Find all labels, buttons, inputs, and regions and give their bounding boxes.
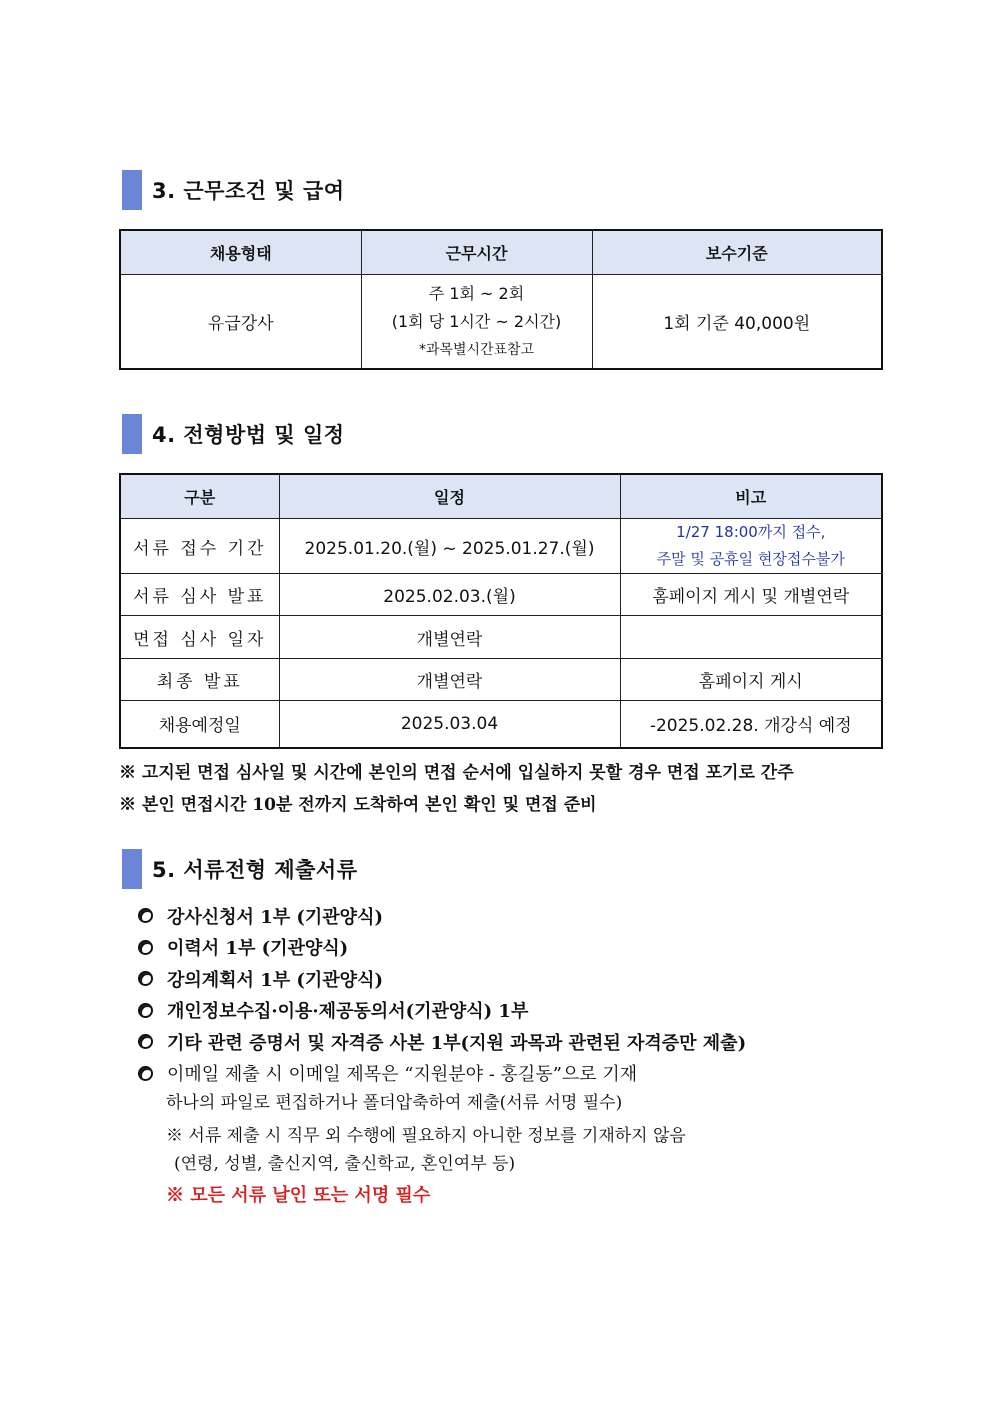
list-item (138, 963, 746, 995)
row-label: 면접 심사 일자 (120, 616, 279, 659)
row-label: 서류 접수 기간 (120, 519, 279, 574)
note-line2: 주말 및 공휴일 현장접수불가 (656, 550, 845, 568)
section5-heading (122, 849, 358, 889)
item-text: 강의계획서 1부 (기관양식) (167, 969, 383, 991)
item-text: 기타 관련 증명서 및 자격증 사본 1부(지원 과목과 관련된 자격증만 제출) (167, 1032, 747, 1054)
schedule-table (119, 473, 883, 749)
row-note: -2025.02.28. 개강식 예정 (620, 701, 882, 748)
row-label: 서류 심사 발표 (120, 574, 279, 616)
employment-type: 유급강사 (120, 275, 361, 370)
list-item (138, 900, 746, 932)
circle-bullet-icon (138, 1003, 153, 1018)
list-item (138, 995, 746, 1027)
hours-line2: (1회 당 1시간 ~ 2시간) (391, 311, 562, 331)
circle-bullet-icon (138, 1034, 153, 1049)
hours-note: *과목별시간표참고 (418, 341, 535, 358)
row-note: 홈페이지 게시 (620, 659, 882, 701)
section3-heading (122, 170, 345, 210)
section-bar (122, 414, 142, 454)
section5-title: 5. 서류전형 제출서류 (152, 858, 358, 882)
row-label: 채용예정일 (120, 701, 279, 748)
list-item (138, 1058, 746, 1090)
notice-absence: ※ 고지된 면접 심사일 및 시간에 본인의 면접 순서에 입실하지 못할 경우 면접 포기로 간주 (119, 763, 794, 783)
section3-title: 3. 근무조건 및 급여 (152, 179, 345, 203)
list-item (138, 932, 746, 964)
table-header-row (120, 474, 882, 519)
circle-bullet-icon (138, 940, 153, 955)
circle-bullet-icon (138, 1066, 153, 1081)
required-documents-list (138, 900, 746, 1089)
table-row (120, 659, 882, 701)
circle-bullet-icon (138, 908, 153, 923)
list-item (138, 1026, 746, 1058)
work-conditions-table (119, 229, 883, 370)
item-text: 강사신청서 1부 (기관양식) (167, 906, 383, 928)
notice-arrival: ※ 본인 면접시간 10분 전까지 도착하여 본인 확인 및 면접 준비 (119, 795, 597, 815)
row-date: 2025.03.04 (279, 701, 620, 748)
table-row (120, 574, 882, 616)
table-row (120, 519, 882, 574)
signature-note: ※ 모든 서류 날인 또는 서명 필수 (166, 1185, 431, 1206)
header-remarks: 비고 (620, 474, 882, 519)
item-text: 이메일 제출 시 이메일 제목은 “지원분야 - 홍길동”으로 기재 (167, 1064, 638, 1086)
row-date: 개별연락 (279, 616, 620, 659)
pay-basis: 1회 기준 40,000원 (592, 275, 882, 370)
hours-line1: 주 1회 ~ 2회 (428, 283, 525, 303)
table-header-row (120, 230, 882, 275)
row-date: 2025.02.03.(월) (279, 574, 620, 616)
row-note (620, 616, 882, 659)
header-category: 구분 (120, 474, 279, 519)
header-schedule: 일정 (279, 474, 620, 519)
row-date: 2025.01.20.(월) ~ 2025.01.27.(월) (279, 519, 620, 574)
item-text: 이력서 1부 (기관양식) (167, 938, 349, 960)
row-note (620, 519, 882, 574)
interview-notices (119, 757, 794, 821)
header-pay-basis: 보수기준 (592, 230, 882, 275)
work-hours-cell (361, 275, 592, 370)
info-note-1: ※ 서류 제출 시 직무 외 수행에 필요하지 아니한 정보를 기재하지 않음 (166, 1126, 686, 1146)
row-label: 최종 발표 (120, 659, 279, 701)
section-bar (122, 849, 142, 889)
info-note-2: (연령, 성별, 출신지역, 출신학교, 혼인여부 등) (174, 1154, 516, 1174)
section4-heading (122, 414, 345, 454)
section-bar (122, 170, 142, 210)
table-row (120, 616, 882, 659)
header-work-hours: 근무시간 (361, 230, 592, 275)
note-line1: 1/27 18:00까지 접수, (676, 523, 826, 541)
table-row (120, 701, 882, 748)
header-employment-type: 채용형태 (120, 230, 361, 275)
circle-bullet-icon (138, 971, 153, 986)
email-sub-note: 하나의 파일로 편집하거나 폴더압축하여 제출(서류 서명 필수) (166, 1093, 623, 1113)
table-row (120, 275, 882, 370)
row-note: 홈페이지 게시 및 개별연락 (620, 574, 882, 616)
row-date: 개별연락 (279, 659, 620, 701)
section4-title: 4. 전형방법 및 일정 (152, 423, 345, 447)
item-text: 개인정보수집·이용·제공동의서(기관양식) 1부 (167, 1001, 529, 1023)
